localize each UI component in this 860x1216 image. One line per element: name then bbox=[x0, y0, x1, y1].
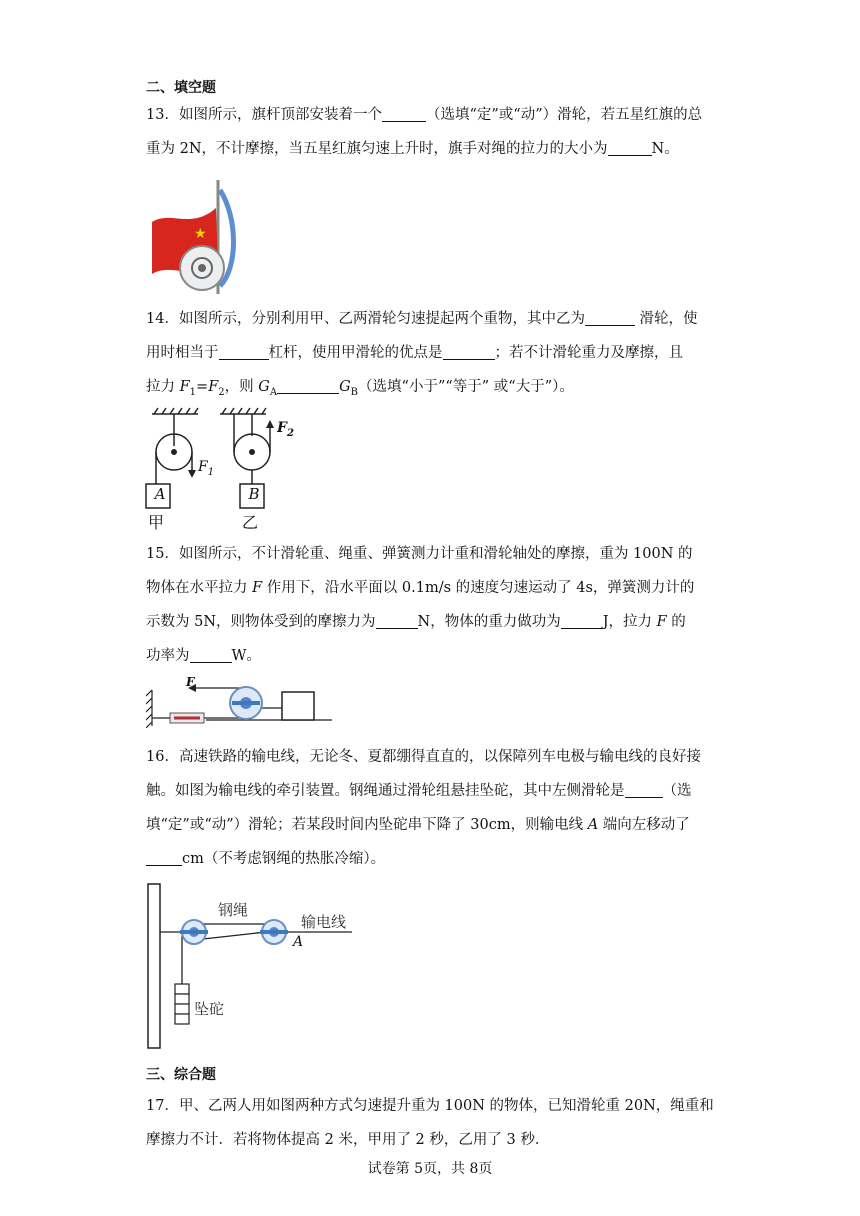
page-footer: 试卷第 5页，共 8页 bbox=[367, 1161, 493, 1177]
answer-blank[interactable] bbox=[382, 107, 426, 122]
force-f-label: F bbox=[186, 675, 195, 689]
q13-text: 13．如图所示，旗杆顶部安装着一个 bbox=[146, 107, 382, 123]
q13-text: 重为 2N，不计摩擦，当五星红旗匀速上升时，旗手对绳的拉力的大小为 bbox=[146, 141, 608, 157]
q14-text: 滑轮，使 bbox=[634, 311, 698, 327]
point-a-label: A bbox=[293, 934, 304, 950]
answer-blank[interactable] bbox=[561, 614, 603, 629]
answer-blank[interactable] bbox=[376, 614, 418, 629]
wire-label: 输电线 bbox=[301, 913, 347, 931]
spring-scale-pulley-figure bbox=[146, 676, 336, 728]
section-heading-fill-blank: 二、填空题 bbox=[146, 80, 216, 96]
flag-pulley-figure bbox=[146, 178, 236, 294]
section-heading-comprehensive: 三、综合题 bbox=[146, 1067, 216, 1083]
question-15: 15．如图所示，不计滑轮重、绳重、弹簧测力计重和滑轮轴处的摩擦，重为 100N 的 物体在水平拉力 F 作用下，沿水平面以 0.1m/s 的速度匀速运动了 4s，弹簧测力计的 示数为 5N，则物体受到的摩擦力为 N，物体的重力做功为 J，拉力 F 的 功率为 W。 bbox=[146, 546, 695, 664]
rope-label: 钢绳 bbox=[218, 901, 249, 919]
box-b-label: B bbox=[248, 485, 260, 503]
q14-text: 14．如图所示，分别利用甲、乙两滑轮匀速提起两个重物，其中乙为 bbox=[146, 311, 585, 327]
box-a-label: A bbox=[154, 485, 166, 503]
answer-blank[interactable] bbox=[190, 648, 232, 663]
q13-text: （选填“定”或“动”）滑轮，若五星红旗的总 bbox=[425, 107, 703, 123]
question-16: 16．高速铁路的输电线，无论冬、夏都绷得直直的，以保障列车电极与输电线的良好接 触。如图为输电线的牵引装置。钢绳通过滑轮组悬挂坠砣，其中左侧滑轮是 （选 填“定”或“动”）滑轮；若某段时间内坠砣串下降了 30cm，则输电线 A 端向左移动了 cm（不考虑钢绳的热胀冷缩）。 bbox=[146, 749, 701, 867]
answer-blank[interactable] bbox=[443, 345, 495, 360]
pulley-jia-label: 甲 bbox=[148, 513, 165, 532]
weight-label: 坠砣 bbox=[194, 1000, 225, 1018]
answer-blank[interactable] bbox=[146, 851, 182, 866]
answer-blank[interactable] bbox=[625, 783, 663, 798]
force-f1-label: $F_1$ bbox=[198, 459, 215, 478]
q14-text: 杠杆，使用甲滑轮的优点是 bbox=[268, 345, 443, 361]
force-f2-label: $F_2$ bbox=[277, 420, 294, 439]
svg-text:★: ★ bbox=[194, 226, 207, 242]
pulley-yi-label: 乙 bbox=[242, 513, 259, 532]
question-17: 17．甲、乙两人用如图两种方式匀速提升重为 100N 的物体，已知滑轮重 20N，绳重和 摩擦力不计．若将物体提高 2 米，甲用了 2 秒，乙用了 3 秒． bbox=[146, 1098, 714, 1148]
answer-blank[interactable] bbox=[608, 141, 652, 156]
catenary-tension-figure bbox=[146, 880, 356, 1052]
answer-blank[interactable] bbox=[585, 311, 635, 326]
q14-text: ；若不计滑轮重力及摩擦，且 bbox=[494, 345, 683, 361]
answer-blank[interactable] bbox=[219, 345, 269, 360]
answer-blank[interactable] bbox=[277, 379, 339, 394]
question-13 bbox=[146, 98, 716, 166]
question-14: 14．如图所示，分别利用甲、乙两滑轮匀速提起两个重物，其中乙为 滑轮，使 用时相当于 杠杆，使用甲滑轮的优点是 ；若不计滑轮重力及摩擦，且 拉力 $F_1=F_2$，则 $G_A$ $G_B$（选填“小于”“等于” 或“大于”）。 bbox=[146, 311, 698, 398]
q14-text: 用时相当于 bbox=[146, 345, 219, 361]
q14-text: 拉力 bbox=[146, 379, 180, 395]
q13-text: N。 bbox=[651, 141, 679, 157]
